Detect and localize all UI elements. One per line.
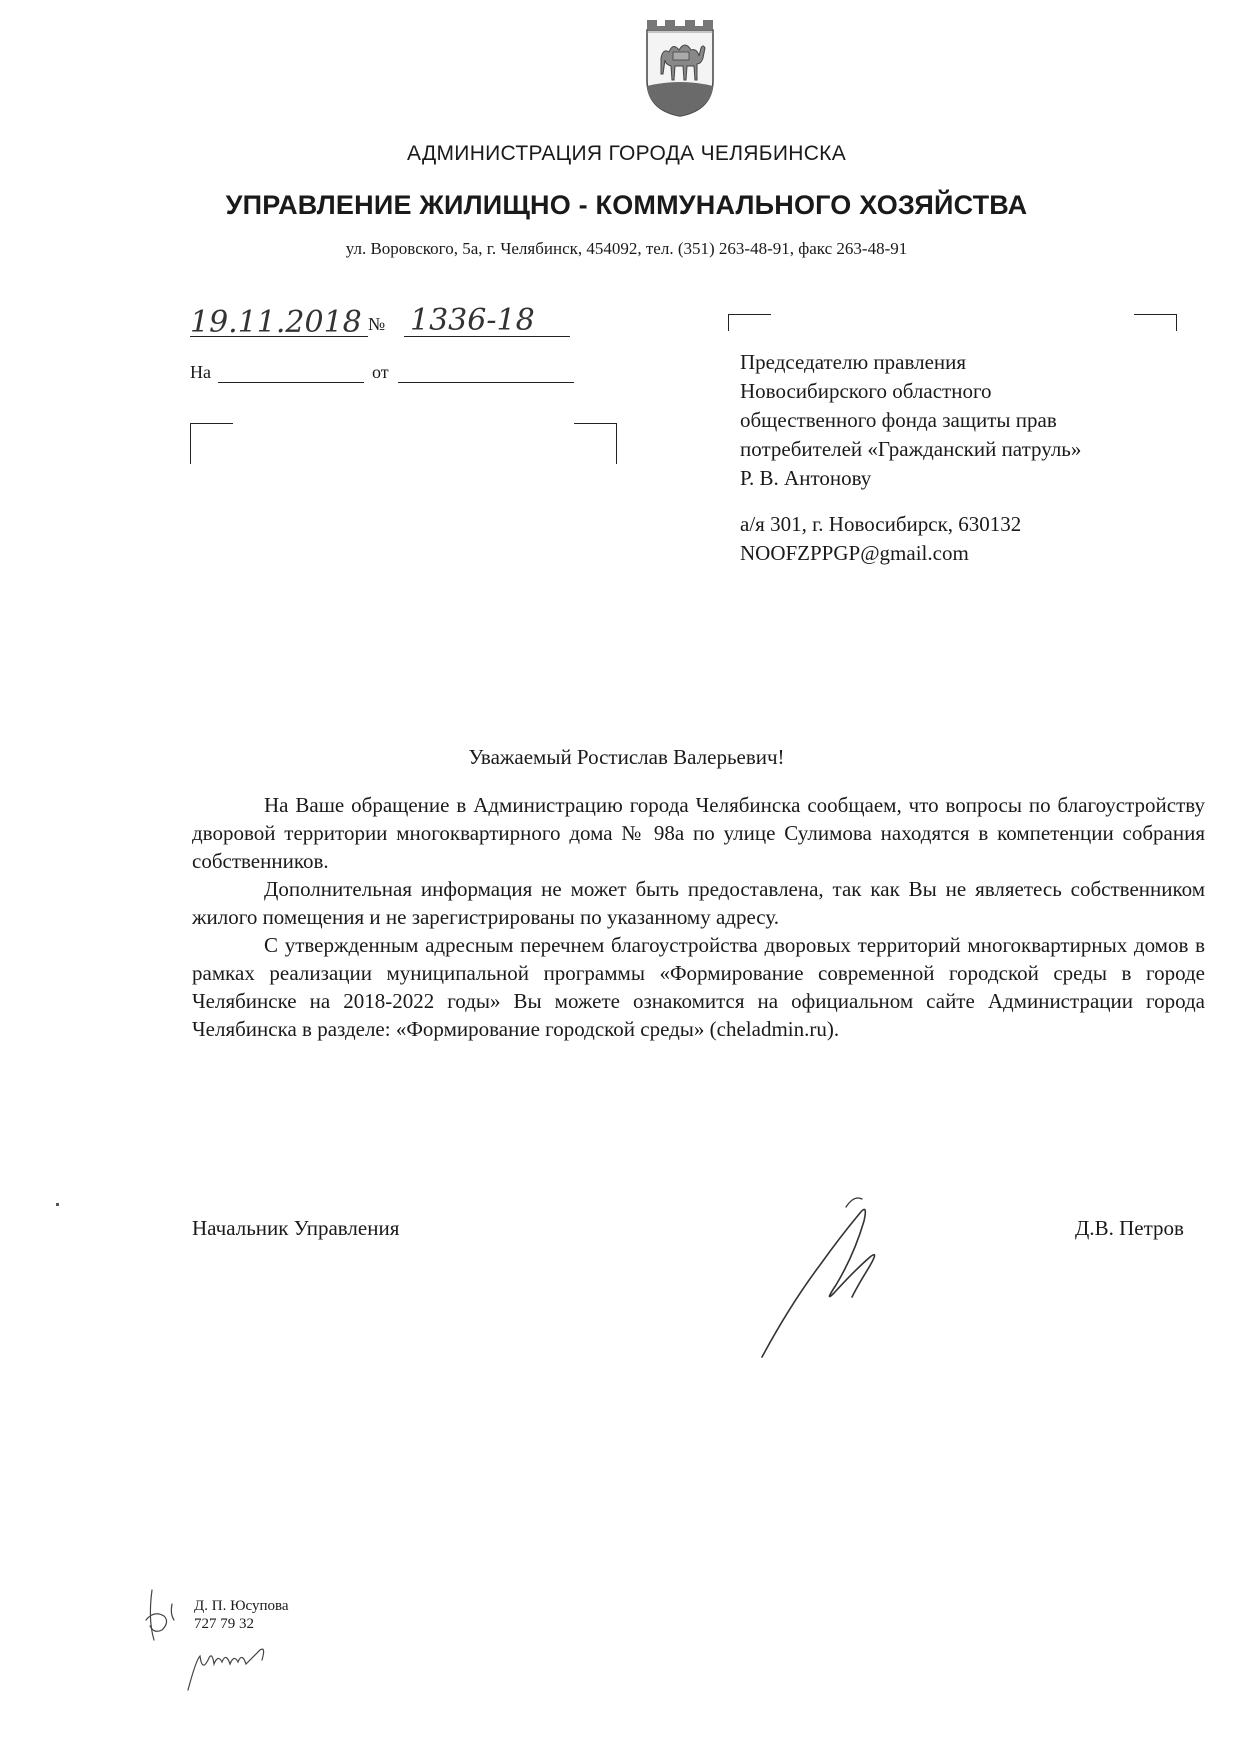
letter-body (192, 791, 1205, 1043)
addressee-contacts (740, 510, 1021, 568)
letter-paragraph: На Ваше обращение в Администрацию города Челябинска сообщаем, что вопросы по благоустройству дворовой территории многоквартирного дома № 98а по улице Сулимова находятся в компетенции собрания собственников. (192, 793, 1205, 873)
department-contacts: ул. Воровского, 5а, г. Челябинск, 454092, тел. (351) 263-48-91, факс 263-48-91 (345, 239, 908, 258)
executor-name: Д. П. Юсупова (194, 1598, 289, 1614)
administration-title: АДМИНИСТРАЦИЯ ГОРОДА ЧЕЛЯБИНСКА (406, 142, 846, 165)
reply-from-underline (398, 382, 574, 383)
reply-to-label: На (190, 362, 211, 382)
left-block-corner-tl (190, 423, 233, 464)
department-title: УПРАВЛЕНИЕ ЖИЛИЩНО - КОММУНАЛЬНОГО ХОЗЯЙСТВА (225, 190, 1028, 220)
letter-paragraph: Дополнительная информация не может быть предоставлена, так как Вы не являетесь собственником жилого помещения и не зарегистрированы по указанному адресу. (192, 877, 1205, 929)
addressee-block (740, 348, 1081, 493)
letter-paragraph: С утвержденным адресным перечнем благоустройства дворовых территорий многоквартирных домов в рамках реализации муниципальной программы «Формирование современной городской среды в городе Челябинске на 2018-2022 годы» Вы можете ознакомится на официальном сайте Администрации города Челябинска в разделе: «Формирование городской среды» (cheladmin.ru). (192, 933, 1205, 1041)
addressee-postal-address: а/я 301, г. Новосибирск, 630132 (740, 512, 1022, 536)
left-block-corner-tr (574, 423, 617, 464)
date-underline (190, 336, 368, 337)
coat-of-arms-icon (643, 18, 717, 118)
addressee-corner-tr (1134, 314, 1177, 331)
reply-from-label: от (372, 362, 389, 382)
registration-date: 19.11.2018 (190, 305, 362, 340)
addressee-line: общественного фонда защиты прав (740, 408, 1057, 432)
letter-greeting: Уважаемый Ростислав Валерьевич! (468, 745, 785, 769)
addressee-email: NOOFZPPGP@gmail.com (740, 541, 969, 565)
executor-phone: 727 79 32 (194, 1616, 254, 1632)
number-underline (404, 336, 570, 337)
reply-to-underline (218, 382, 364, 383)
signer-name: Д.В. Петров (1075, 1216, 1184, 1240)
signer-title: Начальник Управления (192, 1216, 400, 1240)
addressee-corner-tl (728, 314, 771, 331)
registration-number-label: № (368, 314, 386, 334)
handwritten-signature-icon (750, 1185, 950, 1365)
addressee-line: потребителей «Гражданский патруль» (740, 437, 1082, 461)
registration-number: 1336-18 (410, 303, 535, 338)
addressee-line: Р. В. Антонову (740, 466, 872, 490)
scan-speck (56, 1203, 59, 1206)
addressee-line: Новосибирского областного (740, 379, 992, 403)
addressee-line: Председателю правления (740, 350, 967, 374)
